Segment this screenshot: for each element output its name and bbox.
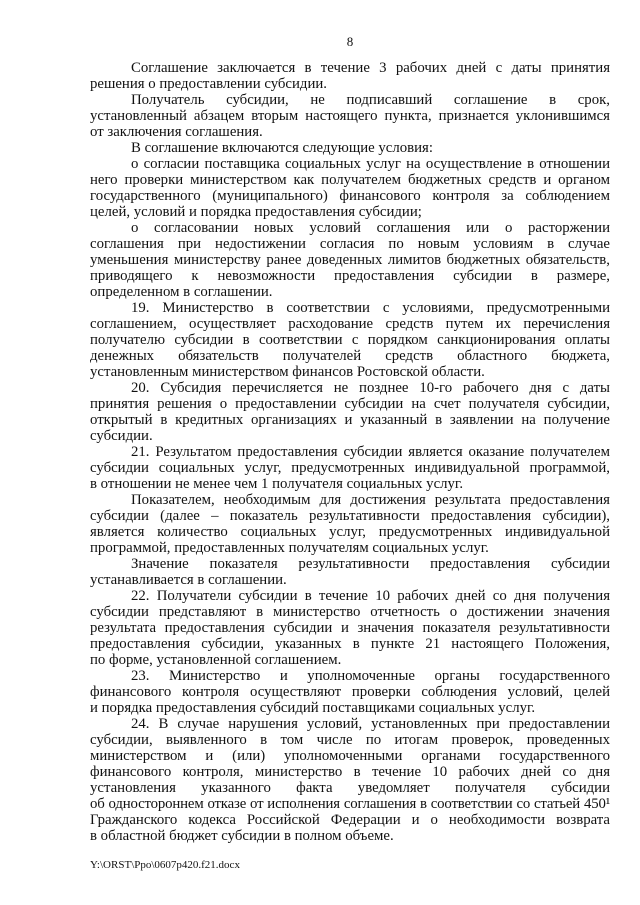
text-line: В соглашение включаются следующие условия: (131, 140, 433, 156)
text-line: и порядка предоставления субсидий поставщиками социальных услуг. (90, 700, 536, 716)
paragraph (90, 300, 610, 380)
paragraph (90, 492, 610, 556)
text-line: 20. Субсидия перечисляется не позднее 10-го рабочего дня с даты (131, 380, 610, 396)
text-line: денежных обязательств получателей средств областного бюджета, (90, 348, 610, 364)
text-line: Гражданского кодекса Российской Федерации и о необходимости возврата (90, 812, 610, 828)
paragraph (90, 380, 610, 444)
text-line: открытый в кредитных организациях и указанный в заявлении на получение (90, 412, 610, 428)
paragraph (90, 140, 610, 156)
text-line: Показателем, необходимым для достижения результата предоставления (131, 492, 610, 508)
text-line: 19. Министерство в соответствии с условиями, предусмотренными (131, 300, 610, 316)
paragraph (90, 588, 610, 668)
text-line: него проверки министерством как получателем бюджетных средств и органом (90, 172, 610, 188)
paragraph (90, 716, 610, 844)
text-line: получателю субсидии в соответствии с порядком санкционирования оплаты (90, 332, 610, 348)
text-line: определенном в соглашении. (90, 284, 273, 300)
text-line: от заключения соглашения. (90, 124, 263, 140)
text-line: соглашения при недостижении согласия по новым условиям в случае (90, 236, 610, 252)
text-line: об одностороннем отказе от исполнения соглашения в соответствии со статьей 450¹ (90, 796, 610, 812)
text-line: Соглашение заключается в течение 3 рабочих дней с даты принятия (131, 60, 610, 76)
text-line: субсидии, выявленного в том числе по итогам проверок, проведенных (90, 732, 610, 748)
text-line: 23. Министерство и уполномоченные органы государственного (131, 668, 610, 684)
file-path-footer: Y:\ORST\Ppo\0607p420.f21.docx (90, 859, 240, 871)
text-line: приводящего к невозможности предоставления субсидии в размере, (90, 268, 610, 284)
text-line: в областной бюджет субсидии в полном объеме. (90, 828, 394, 844)
paragraph (90, 60, 610, 92)
document-body (90, 60, 610, 844)
text-line: программой, предоставленных получателям социальных услуг. (90, 540, 489, 556)
text-line: принятия решения о предоставлении субсидии на счет получателя субсидии, (90, 396, 610, 412)
text-line: о согласовании новых условий соглашения или о расторжении (131, 220, 610, 236)
text-line: министерством и (или) уполномоченными органами государственного (90, 748, 610, 764)
text-line: финансового контроля осуществляют проверки соблюдения условий, целей (90, 684, 610, 700)
text-line: результата предоставления субсидии и значения показателя результативности (90, 620, 610, 636)
text-line: установленным министерством финансов Ростовской области. (90, 364, 485, 380)
text-line: субсидии (далее – показатель результативности предоставления субсидии), (90, 508, 610, 524)
text-line: соглашением, осуществляет расходование средств путем их перечисления (90, 316, 610, 332)
page-number: 8 (346, 34, 354, 49)
text-line: 22. Получатели субсидии в течение 10 рабочих дней со дня получения (131, 588, 610, 604)
text-line: целей, условий и порядка предоставления субсидии; (90, 204, 422, 220)
text-line: субсидии социальных услуг, предусмотренных индивидуальной программой, (90, 460, 610, 476)
text-line: Получатель субсидии, не подписавший соглашение в срок, (131, 92, 610, 108)
text-line: государственного (муниципального) финансового контроля за соблюдением (90, 188, 610, 204)
text-line: установленный абзацем вторым настоящего пункта, признается уклонившимся (90, 108, 610, 124)
paragraph (90, 220, 610, 300)
paragraph (90, 92, 610, 140)
text-line: в отношении не менее чем 1 получателя социальных услуг. (90, 476, 464, 492)
text-line: 24. В случае нарушения условий, установленных при предоставлении (131, 716, 610, 732)
text-line: решения о предоставлении субсидии. (90, 76, 327, 92)
text-line: о согласии поставщика социальных услуг на осуществление в отношении (131, 156, 610, 172)
text-line: устанавливается в соглашении. (90, 572, 287, 588)
text-line: уменьшения министерству ранее доведенных лимитов бюджетных обязательств, (90, 252, 610, 268)
paragraph (90, 668, 610, 716)
paragraph (90, 156, 610, 220)
text-line: финансового контроля, министерство в течение 10 рабочих дней со дня (90, 764, 610, 780)
text-line: установления указанного факта уведомляет получателя субсидии (90, 780, 610, 796)
text-line: предоставления субсидии, указанных в пункте 21 настоящего Положения, (90, 636, 610, 652)
paragraph (90, 556, 610, 588)
text-line: Значение показателя результативности предоставления субсидии (131, 556, 610, 572)
paragraph (90, 444, 610, 492)
text-line: по форме, установленной соглашением. (90, 652, 342, 668)
text-line: является количество социальных услуг, предусмотренных индивидуальной (90, 524, 610, 540)
text-line: субсидии представляют в министерство отчетность о достижении значения (90, 604, 610, 620)
text-line: 21. Результатом предоставления субсидии является оказание получателем (131, 444, 610, 460)
text-line: субсидии. (90, 428, 153, 444)
